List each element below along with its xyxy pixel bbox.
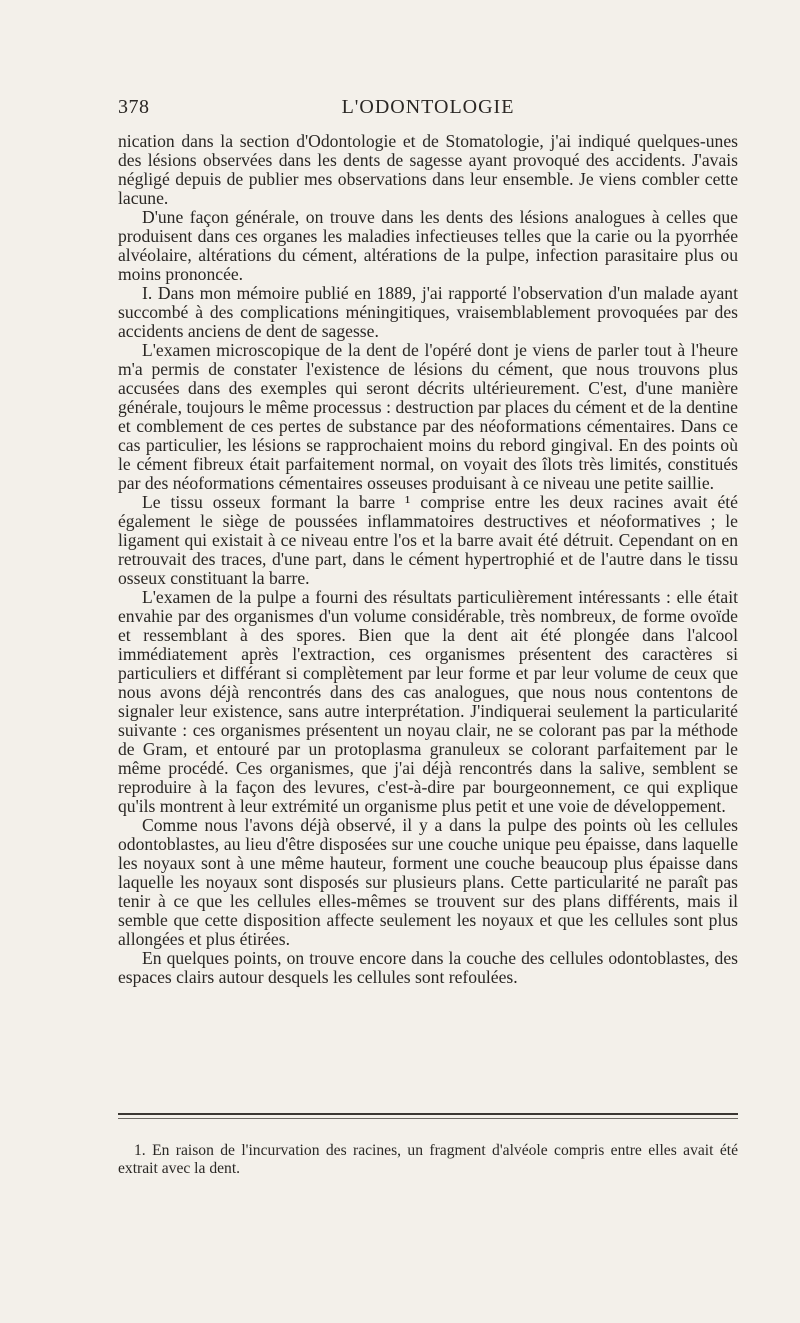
paragraph: L'examen microscopique de la dent de l'opéré dont je viens de parler tout à l'heure m'a permis de constater l'existence de lésions du cément, que nous trouvons plus accusées dans des exemples qui seront décrits ultérieurement. C'est, d'une manière générale, toujours le même processus : destruction par places du cément et de la dentine et comblement de ces pertes de substance par des néoformations cémentaires. Dans ce cas particulier, les lésions se rapprochaient moins du rebord gingival. En des points où le cément fibreux était parfaitement normal, on voyait des îlots très limités, constitués par des néoformations cémentaires osseuses produisant à ce niveau une petite saillie. xyxy=(118,340,738,493)
footnote-divider-thin xyxy=(118,1118,738,1119)
paragraph: I. Dans mon mémoire publié en 1889, j'ai rapporté l'observation d'un malade ayant succombé à des complications méningitiques, vraisemblablement provoquées par des accidents anciens de dent de sagesse. xyxy=(118,283,738,341)
paragraph: En quelques points, on trouve encore dans la couche des cellules odontoblastes, des espaces clairs autour desquels les cellules sont refoulées. xyxy=(118,948,738,987)
footnote-divider xyxy=(118,1113,738,1115)
paragraph: Comme nous l'avons déjà observé, il y a dans la pulpe des points où les cellules odontoblastes, au lieu d'être disposées sur une couche unique peu épaisse, dans laquelle les noyaux sont à une même hauteur, forment une couche beaucoup plus épaisse dans laquelle les noyaux sont disposés sur plusieurs plans. Cette particularité ne paraît pas tenir à ce que les cellules elles-mêmes se trouvent sur des plans différents, mais il semble que cette disposition affecte seulement les noyaux et que les cellules sont plus allongées et plus étirées. xyxy=(118,815,738,949)
paragraph: Le tissu osseux formant la barre ¹ comprise entre les deux racines avait été également le siège de poussées inflammatoires destructives et néoformatives ; le ligament qui existait à ce niveau entre l'os et la barre avait été détruit. Cependant on en retrouvait des traces, d'une part, dans le cément hypertrophié et de l'autre dans le tissu osseux constituant la barre. xyxy=(118,492,738,588)
paragraph: D'une façon générale, on trouve dans les dents des lésions analogues à celles que produisent dans ces organes les maladies infectieuses telles que la carie ou la pyorrhée alvéolaire, altérations du cément, altérations de la pulpe, infection parasitaire plus ou moins prononcée. xyxy=(118,207,738,284)
page-number: 378 xyxy=(118,96,150,118)
footnote: 1. En raison de l'incurvation des racines, un fragment d'alvéole compris entre elles avait été extrait avec la dent. xyxy=(118,1141,738,1177)
paragraph: L'examen de la pulpe a fourni des résultats particulièrement intéressants : elle était envahie par des organismes d'un volume considérable, très nombreux, de forme ovoïde et ressemblant à des spores. Bien que la dent ait été plongée dans l'alcool immédiatement après l'extraction, ces organismes présentent des caractères si particuliers et différant si complètement par leur forme et par leur volume de ceux que nous avons déjà rencontrés dans des cas analogues, que nous nous contentons de signaler leur existence, sans autre interprétation. J'indiquerai seulement la particularité suivante : ces organismes présentent un noyau clair, ne se colorant pas par la méthode de Gram, et entouré par un protoplasma granuleux se colorant parfaitement par le même procédé. Ces organismes, que j'ai déjà rencontrés dans la salive, semblent se reproduire à la façon des levures, c'est-à-dire par bourgeonnement, ce qui explique qu'ils montrent à leur extrémité un organisme plus petit et une voie de développement. xyxy=(118,587,738,816)
journal-title: L'ODONTOLOGIE xyxy=(341,96,515,118)
paragraph-continuation: nication dans la section d'Odontologie et de Stomatologie, j'ai indiqué quelques-unes des lésions observées dans les dents de sagesse ayant provoqué des accidents. J'avais négligé depuis de publier mes observations dans leur ensemble. Je viens combler cette lacune. xyxy=(118,131,738,208)
running-head xyxy=(118,96,738,126)
body-text xyxy=(118,132,738,987)
